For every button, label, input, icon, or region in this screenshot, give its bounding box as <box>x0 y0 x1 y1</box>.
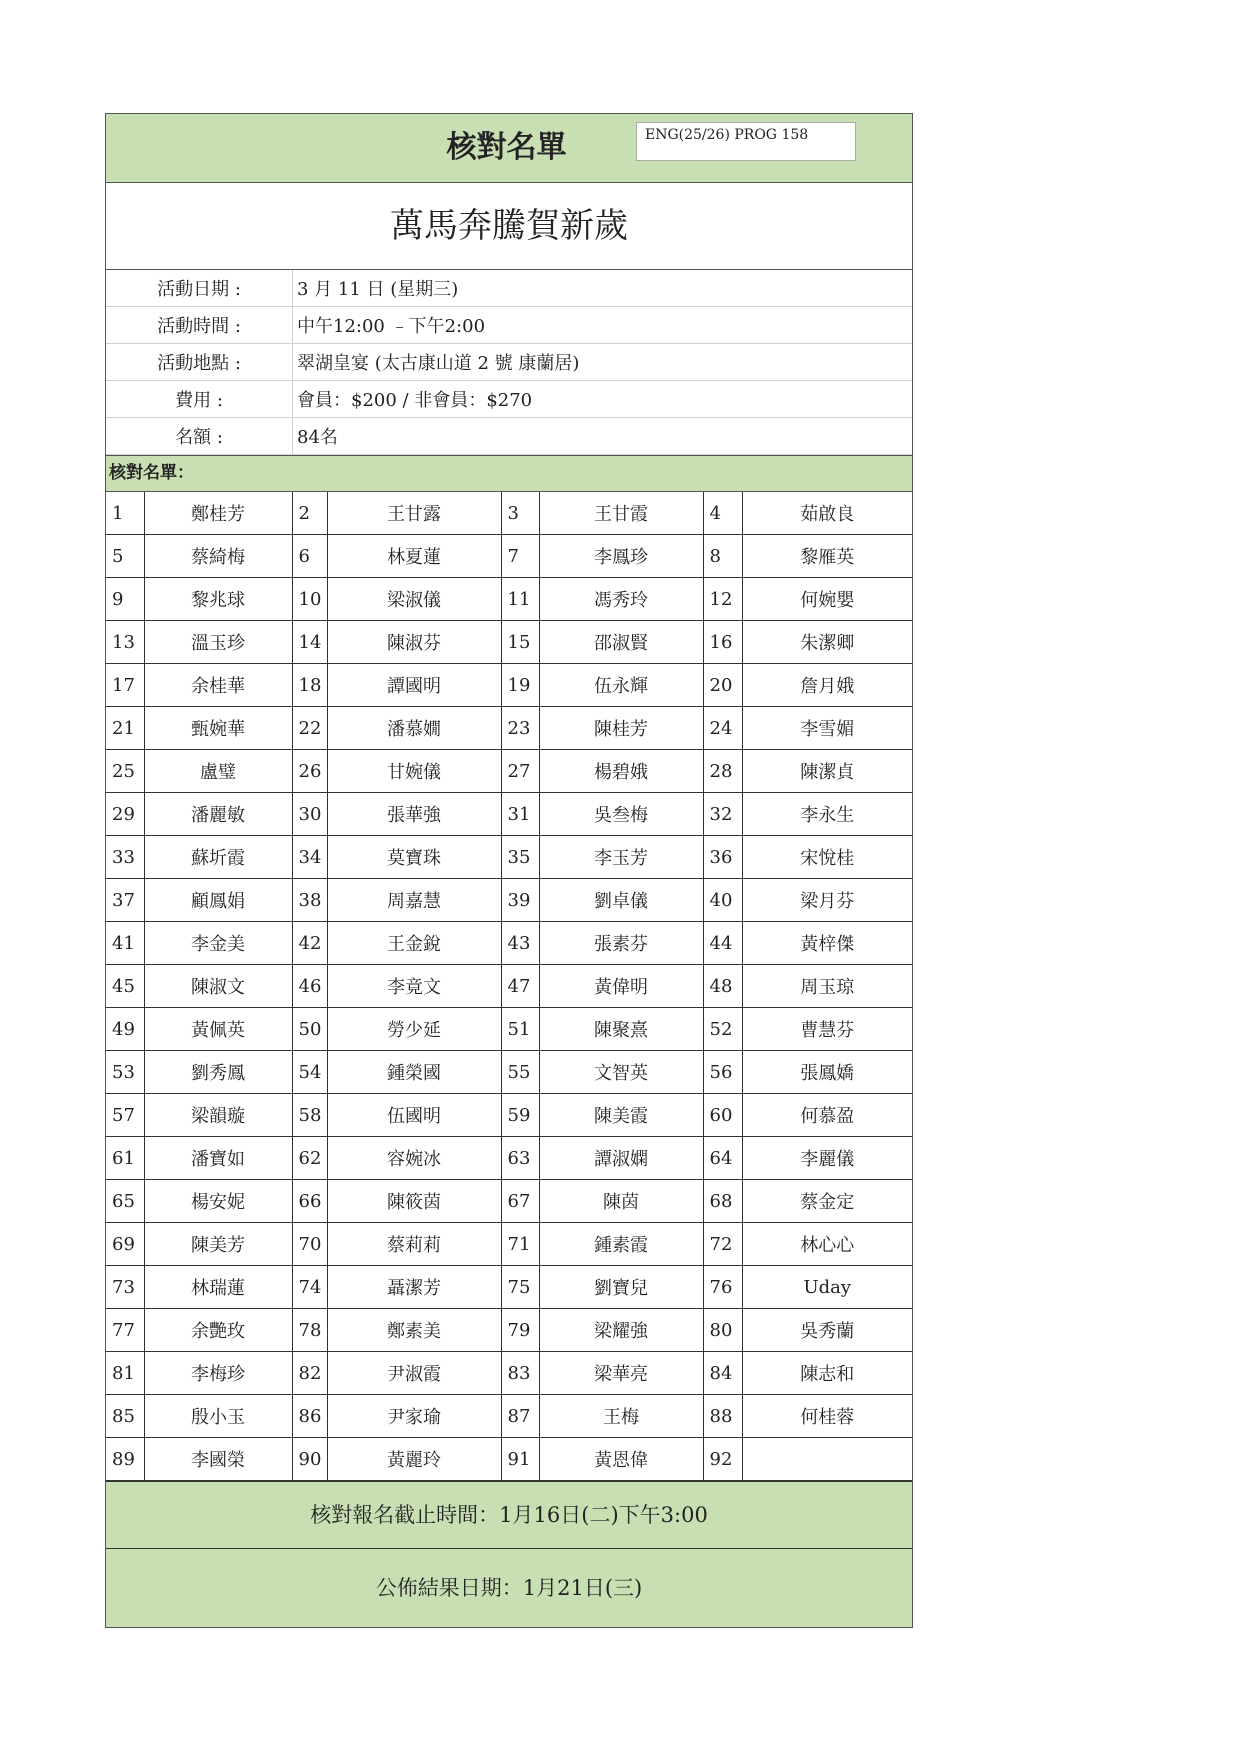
participant-number: 19 <box>501 664 539 707</box>
participant-number: 62 <box>292 1137 327 1180</box>
participant-number: 15 <box>501 621 539 664</box>
participant-name: 詹月娥 <box>742 664 912 707</box>
participant-number: 47 <box>501 965 539 1008</box>
participant-number: 65 <box>106 1180 144 1223</box>
participant-number: 51 <box>501 1008 539 1051</box>
participant-name: 馮秀玲 <box>539 578 703 621</box>
detail-label: 活動地點 : <box>106 344 293 381</box>
participant-number: 30 <box>292 793 327 836</box>
participant-number: 22 <box>292 707 327 750</box>
participant-name: 顧鳳娟 <box>144 879 292 922</box>
participant-number: 63 <box>501 1137 539 1180</box>
participant-name: 黃麗玲 <box>327 1438 501 1481</box>
table-row <box>106 793 912 836</box>
checklist-sheet <box>105 113 913 1628</box>
participant-name: 甄婉華 <box>144 707 292 750</box>
participant-number: 82 <box>292 1352 327 1395</box>
participant-name: 尹淑霞 <box>327 1352 501 1395</box>
participant-name: 李竟文 <box>327 965 501 1008</box>
detail-row-quota <box>106 418 912 455</box>
detail-label: 名額 : <box>106 418 293 455</box>
participant-number: 72 <box>703 1223 742 1266</box>
participant-number: 55 <box>501 1051 539 1094</box>
event-name: 萬馬奔騰賀新歲 <box>106 183 912 270</box>
participant-name: 伍永輝 <box>539 664 703 707</box>
participant-number: 64 <box>703 1137 742 1180</box>
participant-name: 茹啟良 <box>742 492 912 535</box>
participant-name: 張華強 <box>327 793 501 836</box>
participant-name: 容婉冰 <box>327 1137 501 1180</box>
participant-name: 張素芬 <box>539 922 703 965</box>
participant-name: 梁韻璇 <box>144 1094 292 1137</box>
participant-name: 梁華亮 <box>539 1352 703 1395</box>
detail-value: 3 月 11 日 (星期三) <box>293 270 913 307</box>
participant-number: 66 <box>292 1180 327 1223</box>
participant-number: 70 <box>292 1223 327 1266</box>
title-bar <box>106 114 912 183</box>
participant-name: 黃梓傑 <box>742 922 912 965</box>
participant-number: 59 <box>501 1094 539 1137</box>
participant-number: 85 <box>106 1395 144 1438</box>
participant-number: 17 <box>106 664 144 707</box>
participant-number: 57 <box>106 1094 144 1137</box>
participant-number: 39 <box>501 879 539 922</box>
participant-name: 李金美 <box>144 922 292 965</box>
participant-name: 鄭桂芳 <box>144 492 292 535</box>
table-row <box>106 1309 912 1352</box>
participant-name: 李鳳珍 <box>539 535 703 578</box>
participant-number: 86 <box>292 1395 327 1438</box>
participant-number: 91 <box>501 1438 539 1481</box>
participant-number: 40 <box>703 879 742 922</box>
participant-name: 潘麗敏 <box>144 793 292 836</box>
participant-name: 李梅珍 <box>144 1352 292 1395</box>
participant-name: 陳志和 <box>742 1352 912 1395</box>
participant-number: 34 <box>292 836 327 879</box>
participant-name: 林心心 <box>742 1223 912 1266</box>
participant-number: 41 <box>106 922 144 965</box>
participant-number: 16 <box>703 621 742 664</box>
participant-number: 21 <box>106 707 144 750</box>
participant-name: 楊安妮 <box>144 1180 292 1223</box>
participant-name: 李雪媚 <box>742 707 912 750</box>
table-row <box>106 836 912 879</box>
participant-name: 鍾素霞 <box>539 1223 703 1266</box>
participant-name: 梁月芬 <box>742 879 912 922</box>
participant-name: 陳美霞 <box>539 1094 703 1137</box>
detail-row-fee <box>106 381 912 418</box>
participant-name: 黃偉明 <box>539 965 703 1008</box>
participant-number: 67 <box>501 1180 539 1223</box>
participant-number: 23 <box>501 707 539 750</box>
detail-row-venue <box>106 344 912 381</box>
table-row <box>106 879 912 922</box>
participant-number: 58 <box>292 1094 327 1137</box>
participant-number: 45 <box>106 965 144 1008</box>
participant-number: 44 <box>703 922 742 965</box>
participant-name: 殷小玉 <box>144 1395 292 1438</box>
participant-name: 溫玉珍 <box>144 621 292 664</box>
participant-name: 王甘霞 <box>539 492 703 535</box>
participant-name: 劉寶兒 <box>539 1266 703 1309</box>
participant-number: 29 <box>106 793 144 836</box>
participant-number: 6 <box>292 535 327 578</box>
participant-name: 蔡金定 <box>742 1180 912 1223</box>
detail-row-time <box>106 307 912 344</box>
participant-number: 87 <box>501 1395 539 1438</box>
detail-label: 活動日期 : <box>106 270 293 307</box>
participant-number: 10 <box>292 578 327 621</box>
participant-number: 48 <box>703 965 742 1008</box>
participant-number: 92 <box>703 1438 742 1481</box>
participant-name: 何桂蓉 <box>742 1395 912 1438</box>
table-row <box>106 1051 912 1094</box>
table-row <box>106 621 912 664</box>
participant-name: 蔡莉莉 <box>327 1223 501 1266</box>
participant-number: 53 <box>106 1051 144 1094</box>
participant-number: 35 <box>501 836 539 879</box>
table-row <box>106 578 912 621</box>
participant-number: 38 <box>292 879 327 922</box>
participant-number: 54 <box>292 1051 327 1094</box>
table-row <box>106 707 912 750</box>
participant-name: 陳美芳 <box>144 1223 292 1266</box>
participant-number: 46 <box>292 965 327 1008</box>
participant-number: 78 <box>292 1309 327 1352</box>
participant-number: 43 <box>501 922 539 965</box>
participant-number: 50 <box>292 1008 327 1051</box>
detail-value: 翠湖皇宴 (太古康山道 2 號 康蘭居) <box>293 344 913 381</box>
table-row <box>106 1266 912 1309</box>
participant-number: 9 <box>106 578 144 621</box>
table-row <box>106 1223 912 1266</box>
participant-name: 勞少延 <box>327 1008 501 1051</box>
participant-number: 88 <box>703 1395 742 1438</box>
table-row <box>106 1395 912 1438</box>
participant-name: 吳秀蘭 <box>742 1309 912 1352</box>
table-row <box>106 1438 912 1481</box>
participant-number: 71 <box>501 1223 539 1266</box>
table-row <box>106 535 912 578</box>
participant-number: 32 <box>703 793 742 836</box>
participant-name: 陳淑文 <box>144 965 292 1008</box>
participant-name: 周嘉慧 <box>327 879 501 922</box>
participant-name: 鄭素美 <box>327 1309 501 1352</box>
program-code-box: ENG(25/26) PROG 158 <box>636 122 856 161</box>
table-row <box>106 664 912 707</box>
table-row <box>106 1094 912 1137</box>
participant-name: 李麗儀 <box>742 1137 912 1180</box>
participant-name: 鍾榮國 <box>327 1051 501 1094</box>
participant-number: 89 <box>106 1438 144 1481</box>
participant-name: 黃佩英 <box>144 1008 292 1051</box>
participant-name: 伍國明 <box>327 1094 501 1137</box>
participant-name: 蘇圻霞 <box>144 836 292 879</box>
participant-number: 24 <box>703 707 742 750</box>
participant-number: 77 <box>106 1309 144 1352</box>
participants-table <box>106 492 912 1481</box>
participant-name: 林瑞蓮 <box>144 1266 292 1309</box>
participant-number: 33 <box>106 836 144 879</box>
participant-name: 譚淑嫻 <box>539 1137 703 1180</box>
participant-name: 林夏蓮 <box>327 535 501 578</box>
event-details-table <box>106 270 912 455</box>
participant-name: 李玉芳 <box>539 836 703 879</box>
participant-number: 37 <box>106 879 144 922</box>
participant-number: 76 <box>703 1266 742 1309</box>
participant-name: 邵淑賢 <box>539 621 703 664</box>
participant-number: 83 <box>501 1352 539 1395</box>
participant-name: 劉秀鳳 <box>144 1051 292 1094</box>
participant-number: 27 <box>501 750 539 793</box>
table-row <box>106 750 912 793</box>
participant-name: 周玉琼 <box>742 965 912 1008</box>
detail-value: 會員：$200 / 非會員：$270 <box>293 381 913 418</box>
participant-name: 文智英 <box>539 1051 703 1094</box>
table-row <box>106 1352 912 1395</box>
result-announcement-date: 公佈結果日期：1月21日(三) <box>106 1548 912 1627</box>
participant-name: 張鳳嬌 <box>742 1051 912 1094</box>
participant-number: 25 <box>106 750 144 793</box>
participant-number: 12 <box>703 578 742 621</box>
participant-number: 28 <box>703 750 742 793</box>
participant-number: 26 <box>292 750 327 793</box>
participant-number: 3 <box>501 492 539 535</box>
participant-number: 8 <box>703 535 742 578</box>
detail-value: 中午12:00 ﹣下午2:00 <box>293 307 913 344</box>
participant-name: 吳叁梅 <box>539 793 703 836</box>
participant-number: 31 <box>501 793 539 836</box>
participant-name: 黎兆球 <box>144 578 292 621</box>
participant-number: 20 <box>703 664 742 707</box>
participant-name: 潘慕嫺 <box>327 707 501 750</box>
participant-name: 余桂華 <box>144 664 292 707</box>
participant-name: 潘寶如 <box>144 1137 292 1180</box>
participant-name: 蔡綺梅 <box>144 535 292 578</box>
detail-label: 費用 : <box>106 381 293 418</box>
participant-name: 莫寶珠 <box>327 836 501 879</box>
participant-name: 何婉嬰 <box>742 578 912 621</box>
participant-number: 7 <box>501 535 539 578</box>
participant-name: 朱潔卿 <box>742 621 912 664</box>
participant-name: 黃恩偉 <box>539 1438 703 1481</box>
table-row <box>106 1137 912 1180</box>
participant-name: 甘婉儀 <box>327 750 501 793</box>
participant-number: 13 <box>106 621 144 664</box>
table-row <box>106 1008 912 1051</box>
participant-number: 1 <box>106 492 144 535</box>
participant-name: 聶潔芳 <box>327 1266 501 1309</box>
participant-name: 余艷玫 <box>144 1309 292 1352</box>
participant-name: 譚國明 <box>327 664 501 707</box>
participant-number: 74 <box>292 1266 327 1309</box>
participant-name: 曹慧芬 <box>742 1008 912 1051</box>
participant-name: 黎雁英 <box>742 535 912 578</box>
participant-number: 90 <box>292 1438 327 1481</box>
participant-number: 52 <box>703 1008 742 1051</box>
participant-number: 81 <box>106 1352 144 1395</box>
participant-name: 尹家瑜 <box>327 1395 501 1438</box>
registration-deadline: 核對報名截止時間：1月16日(二)下午3:00 <box>106 1481 912 1548</box>
table-row <box>106 492 912 535</box>
participant-name: 陳淑芬 <box>327 621 501 664</box>
participant-name: Uday <box>742 1266 912 1309</box>
participant-name: 陳茵 <box>539 1180 703 1223</box>
detail-label: 活動時間 : <box>106 307 293 344</box>
page-title: 核對名單 <box>446 130 567 165</box>
participant-name: 王金銳 <box>327 922 501 965</box>
participant-number: 61 <box>106 1137 144 1180</box>
participant-number: 11 <box>501 578 539 621</box>
participant-number: 2 <box>292 492 327 535</box>
participant-number: 18 <box>292 664 327 707</box>
table-row <box>106 1180 912 1223</box>
participant-name: 陳桂芳 <box>539 707 703 750</box>
participant-name: 宋悅桂 <box>742 836 912 879</box>
participant-number: 5 <box>106 535 144 578</box>
participant-number: 4 <box>703 492 742 535</box>
participant-number: 79 <box>501 1309 539 1352</box>
participant-number: 69 <box>106 1223 144 1266</box>
participant-name: 王甘露 <box>327 492 501 535</box>
participant-name: 梁淑儀 <box>327 578 501 621</box>
participant-name: 何慕盈 <box>742 1094 912 1137</box>
participant-name: 梁耀強 <box>539 1309 703 1352</box>
participant-number: 14 <box>292 621 327 664</box>
participant-number: 73 <box>106 1266 144 1309</box>
participant-number: 80 <box>703 1309 742 1352</box>
participant-name: 王梅 <box>539 1395 703 1438</box>
participant-number: 49 <box>106 1008 144 1051</box>
participant-name <box>742 1438 912 1481</box>
detail-row-date <box>106 270 912 307</box>
participant-name: 陳筱茵 <box>327 1180 501 1223</box>
participant-number: 68 <box>703 1180 742 1223</box>
participant-number: 42 <box>292 922 327 965</box>
table-row <box>106 965 912 1008</box>
participant-name: 李永生 <box>742 793 912 836</box>
list-header: 核對名單： <box>106 455 912 492</box>
participant-number: 56 <box>703 1051 742 1094</box>
participant-name: 李國榮 <box>144 1438 292 1481</box>
detail-value: 84名 <box>293 418 913 455</box>
table-row <box>106 922 912 965</box>
participant-number: 60 <box>703 1094 742 1137</box>
participant-name: 劉卓儀 <box>539 879 703 922</box>
participant-name: 陳潔貞 <box>742 750 912 793</box>
participant-number: 36 <box>703 836 742 879</box>
participant-number: 84 <box>703 1352 742 1395</box>
participant-name: 陳聚熹 <box>539 1008 703 1051</box>
participant-name: 楊碧娥 <box>539 750 703 793</box>
participant-name: 盧璧 <box>144 750 292 793</box>
participant-number: 75 <box>501 1266 539 1309</box>
